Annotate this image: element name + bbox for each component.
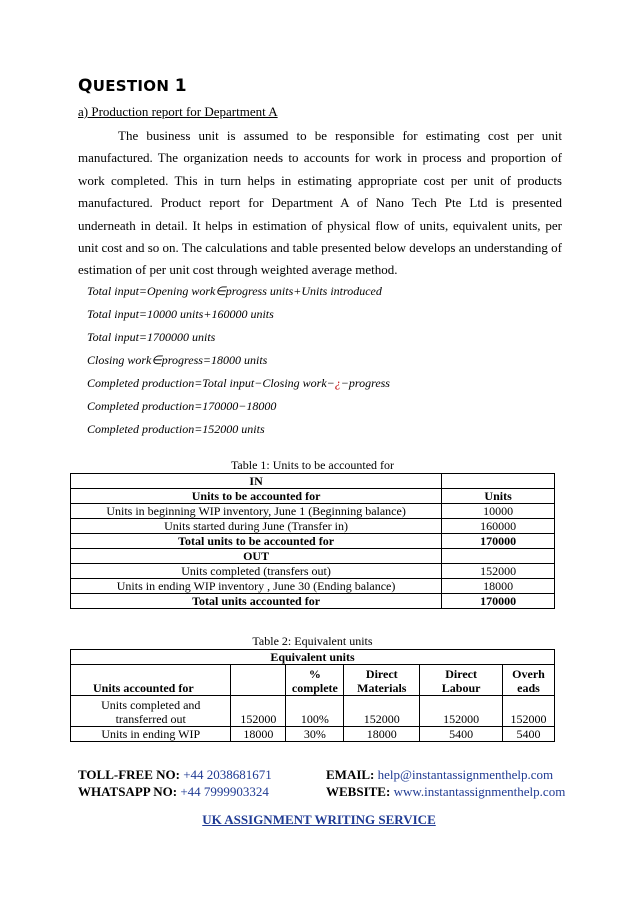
group-header: Equivalent units bbox=[71, 650, 555, 665]
empty-cell bbox=[442, 474, 555, 489]
out-total-value: 170000 bbox=[442, 594, 555, 609]
row-label: Units completed and transferred out bbox=[71, 696, 231, 727]
row-label: Units in beginning WIP inventory, June 1 (Beginning balance) bbox=[71, 504, 442, 519]
empty-cell bbox=[442, 549, 555, 564]
row-label: Units in ending WIP inventory , June 30 (Ending balance) bbox=[71, 579, 442, 594]
equation-6: Completed production=170000−18000 bbox=[87, 399, 277, 413]
row-overheads: 5400 bbox=[503, 727, 555, 742]
body-paragraph bbox=[78, 125, 562, 282]
row-label: Units started during June (Transfer in) bbox=[71, 519, 442, 534]
row-value: 152000 bbox=[442, 564, 555, 579]
website-line bbox=[326, 784, 565, 800]
question-number: 1 bbox=[174, 76, 187, 96]
table-row bbox=[71, 727, 555, 742]
row-units: 18000 bbox=[231, 727, 286, 742]
header-units-accounted: Units to be accounted for bbox=[71, 489, 442, 504]
row-units: 152000 bbox=[231, 696, 286, 727]
section-subtitle: a) Production report for Department A bbox=[78, 104, 278, 119]
tollfree-number[interactable]: +44 2038681671 bbox=[183, 767, 272, 782]
table-row bbox=[71, 579, 555, 594]
header-blank bbox=[231, 665, 286, 696]
question-word: UESTION bbox=[92, 77, 170, 95]
equation-7: Completed production=152000 units bbox=[87, 422, 265, 436]
email-link[interactable]: help@instantassignmenthelp.com bbox=[377, 767, 554, 782]
email-line bbox=[326, 767, 553, 783]
header-direct-labour: Direct Labour bbox=[420, 665, 503, 696]
tollfree-label: TOLL-FREE NO: bbox=[78, 767, 180, 782]
table-row bbox=[71, 696, 555, 727]
header-units-accounted: Units accounted for bbox=[71, 665, 231, 696]
tollfree-line bbox=[78, 767, 272, 783]
table-row bbox=[71, 489, 555, 504]
equation-4: Closing work∈progress=18000 units bbox=[87, 353, 268, 367]
email-label: EMAIL: bbox=[326, 767, 375, 782]
row-label: Units completed (transfers out) bbox=[71, 564, 442, 579]
header-direct-materials: Direct Materials bbox=[344, 665, 420, 696]
header-percent-complete: % complete bbox=[286, 665, 344, 696]
row-label: Units in ending WIP bbox=[71, 727, 231, 742]
table-row bbox=[71, 474, 555, 489]
table-row bbox=[71, 519, 555, 534]
table-row bbox=[71, 549, 555, 564]
paragraph-text: The business unit is assumed to be responsible for estimating cost per unit manufactured. The organization needs to accounts for work in process and proportion of work completed. This in turn helps in estimating appropriate cost per unit of products manufactured. Product report for Department A of Nano Tech Pte Ltd is presented underneath in detail. It helps in estimation of physical flow of units, equivalent units, per unit cost and so on. The calculations and table presented below develops an understanding of estimation of per unit cost through weighted average method. bbox=[78, 128, 562, 278]
row-materials: 152000 bbox=[344, 696, 420, 727]
equation-5-main: Completed production=Total input−Closing work− bbox=[87, 376, 335, 390]
equation-2: Total input=10000 units+160000 units bbox=[87, 307, 274, 321]
equation-5-glyph: ¿ bbox=[334, 376, 341, 390]
row-value: 160000 bbox=[442, 519, 555, 534]
table-row bbox=[71, 594, 555, 609]
row-labour: 5400 bbox=[420, 727, 503, 742]
equation-5 bbox=[87, 376, 390, 391]
table-row bbox=[71, 564, 555, 579]
equivalent-units-table bbox=[70, 649, 555, 742]
header-units: Units bbox=[442, 489, 555, 504]
question-title bbox=[78, 76, 187, 96]
in-total-label: Total units to be accounted for bbox=[71, 534, 442, 549]
in-total-value: 170000 bbox=[442, 534, 555, 549]
row-value: 18000 bbox=[442, 579, 555, 594]
row-materials: 18000 bbox=[344, 727, 420, 742]
table-row bbox=[71, 504, 555, 519]
equation-1: Total input=Opening work∈progress units+Units introduced bbox=[87, 284, 382, 298]
row-percent: 100% bbox=[286, 696, 344, 727]
units-table bbox=[70, 473, 555, 609]
table-row bbox=[71, 665, 555, 696]
in-label: IN bbox=[71, 474, 442, 489]
website-link[interactable]: www.instantassignmenthelp.com bbox=[393, 784, 566, 799]
header-overheads: Overh eads bbox=[503, 665, 555, 696]
row-percent: 30% bbox=[286, 727, 344, 742]
equation-3: Total input=1700000 units bbox=[87, 330, 216, 344]
row-labour: 152000 bbox=[420, 696, 503, 727]
whatsapp-label: WHATSAPP NO: bbox=[78, 784, 178, 799]
table-row bbox=[71, 534, 555, 549]
question-prefix: Q bbox=[78, 76, 93, 96]
whatsapp-number[interactable]: +44 7999903324 bbox=[180, 784, 269, 799]
website-label: WEBSITE: bbox=[326, 784, 391, 799]
row-overheads: 152000 bbox=[503, 696, 555, 727]
table2-caption: Table 2: Equivalent units bbox=[252, 634, 373, 648]
equation-5-tail: −progress bbox=[340, 376, 390, 390]
out-total-label: Total units accounted for bbox=[71, 594, 442, 609]
table1-caption: Table 1: Units to be accounted for bbox=[230, 458, 395, 472]
whatsapp-line bbox=[78, 784, 269, 800]
service-link[interactable]: UK ASSIGNMENT WRITING SERVICE bbox=[202, 812, 436, 827]
row-value: 10000 bbox=[442, 504, 555, 519]
table-row bbox=[71, 650, 555, 665]
out-label: OUT bbox=[71, 549, 442, 564]
